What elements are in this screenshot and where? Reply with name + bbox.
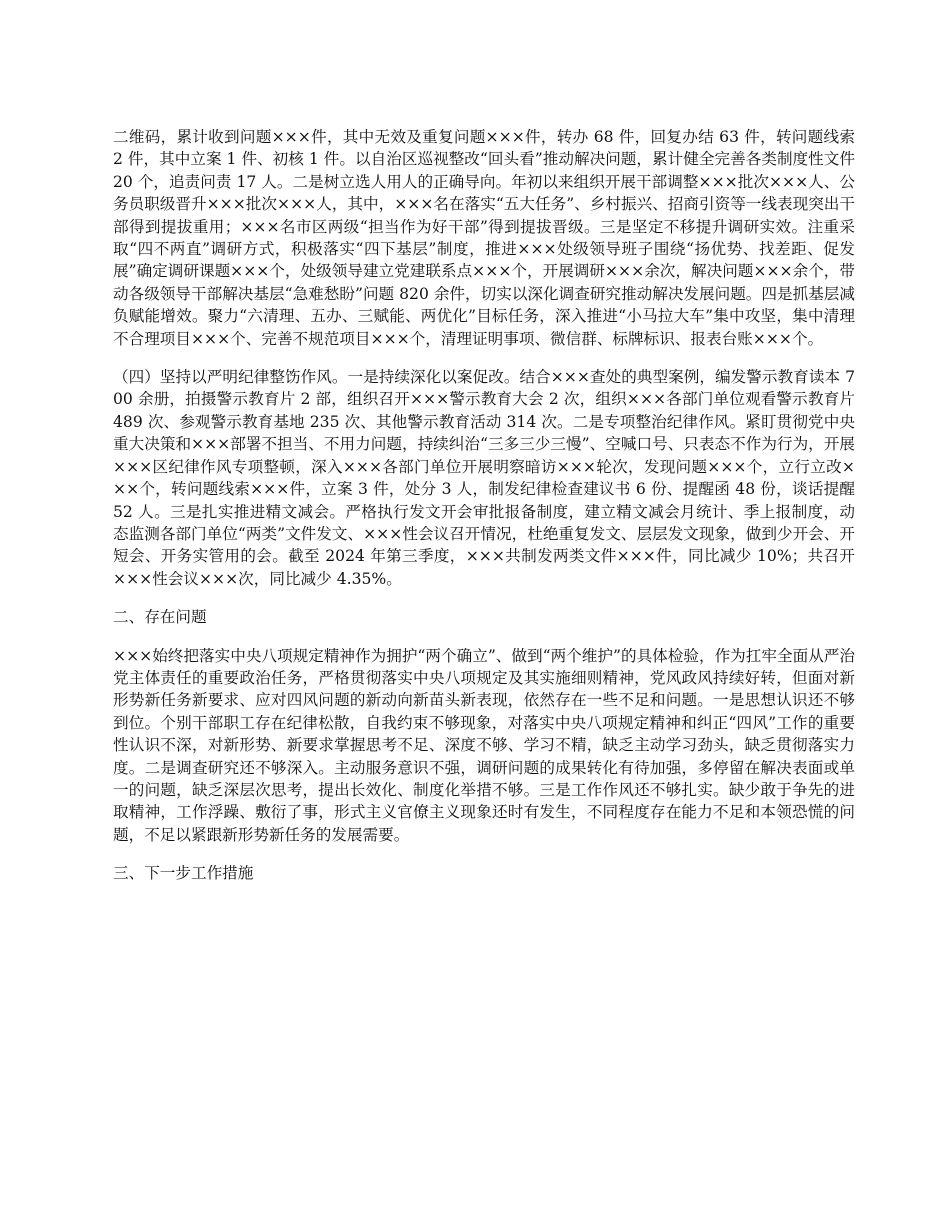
paragraph-work-summary: 二维码，累计收到问题×××件，其中无效及重复问题×××件，转办 68 件，回复办结 63 件，转问题线索 2 件，其中立案 1 件、初核 1 件。以自治区巡视整改“回头看”推动解决问题，累计健全完善各类制度性文件 20 个，追责问责 17 人。二是树立选人用人的正确导向。年初以来组织开展干部调整×××批次×××人、公务员职级晋升×××批次×××人，其中，×××名在落实“五大任务”、乡村振兴、招商引资等一线表现突出干部得到提拔重用；×××名市区两级“担当作为好干部”得到提拔晋级。三是坚定不移提升调研实效。注重采取“四不两直”调研方式，积极落实“四下基层”制度，推进×××处级领导班子围绕“扬优势、找差距、促发展”确定调研课题×××个，处级领导建立党建联系点×××个，开展调研×××余次，解决问题×××余个，带动各级领导干部解决基层“急难愁盼”问题 820 余件，切实以深化调查研究推动解决发展问题。四是抓基层减负赋能增效。聚力“六清理、五办、三赋能、两优化”目标任务，深入推进“小马拉大车”集中攻坚，集中清理不合理项目×××个、完善不规范项目×××个，清理证明事项、微信群、标牌标识、报表台账×××个。 [113,128,855,348]
document-body [113,126,855,885]
paragraph-spacer [113,350,855,366]
paragraph-spacer [113,846,855,862]
section-heading-next-steps: 三、下一步工作措施 [113,864,254,883]
paragraph-discipline: （四）坚持以严明纪律整饬作风。一是持续深化以案促改。结合×××查处的典型案例，编发警示教育读本 700 余册，拍摄警示教育片 2 部，组织召开×××警示教育大会 2 次，组织×××各部门单位观看警示教育片 489 次、参观警示教育基地 235 次、其他警示教育活动 314 次。二是专项整治纪律作风。紧盯贯彻党中央重大决策和×××部署不担当、不用力问题，持续纠治“三多三少三慢”、空喊口号、只表态不作为行为，开展×××区纪律作风专项整顿，深入×××各部门单位开展明察暗访×××轮次，发现问题×××个，立行立改×××个，转问题线索×××件，立案 3 件，处分 3 人，制发纪律检查建议书 6 份、提醒函 48 份，谈话提醒 52 人。三是扎实推进精文减会。严格执行发文开会审批报备制度，建立精文减会月统计、季上报制度，动态监测各部门单位“两类”文件发文、×××性会议召开情况，杜绝重复发文、层层发文现象，做到少开会、开短会、开务实管用的会。截至 2024 年第三季度，×××共制发两类文件×××件，同比减少 10%；共召开×××性会议×××次，同比减少 4.35%。 [113,368,855,588]
paragraph-spacer [113,629,855,645]
paragraph-problems: ×××始终把落实中央八项规定精神作为拥护“两个确立”、做到“两个维护”的具体检验，作为扛牢全面从严治党主体责任的重要政治任务，严格贯彻落实中央八项规定及其实施细则精神，党风政风持续好转，但面对新形势新任务新要求、应对四风问题的新动向新苗头新表现，依然存在一些不足和问题。一是思想认识还不够到位。个别干部职工存在纪律松散，自我约束不够现象，对落实中央八项规定精神和纠正“四风”工作的重要性认识不深，对新形势、新要求掌握思考不足、深度不够、学习不精，缺乏主动学习劲头，缺乏贯彻落实力度。二是调查研究还不够深入。主动服务意识不强，调研问题的成果转化有待加强，多停留在解决表面或单一的问题，缺乏深层次思考，提出长效化、制度化举措不够。三是工作作风还不够扎实。缺少敢于争先的进取精神，工作浮躁、敷衍了事，形式主义官僚主义现象还时有发生，不同程度存在能力不足和本领恐慌的问题，不足以紧跟新形势新任务的发展需要。 [113,646,855,844]
paragraph-spacer [113,590,855,606]
section-heading-problems: 二、存在问题 [113,608,207,627]
